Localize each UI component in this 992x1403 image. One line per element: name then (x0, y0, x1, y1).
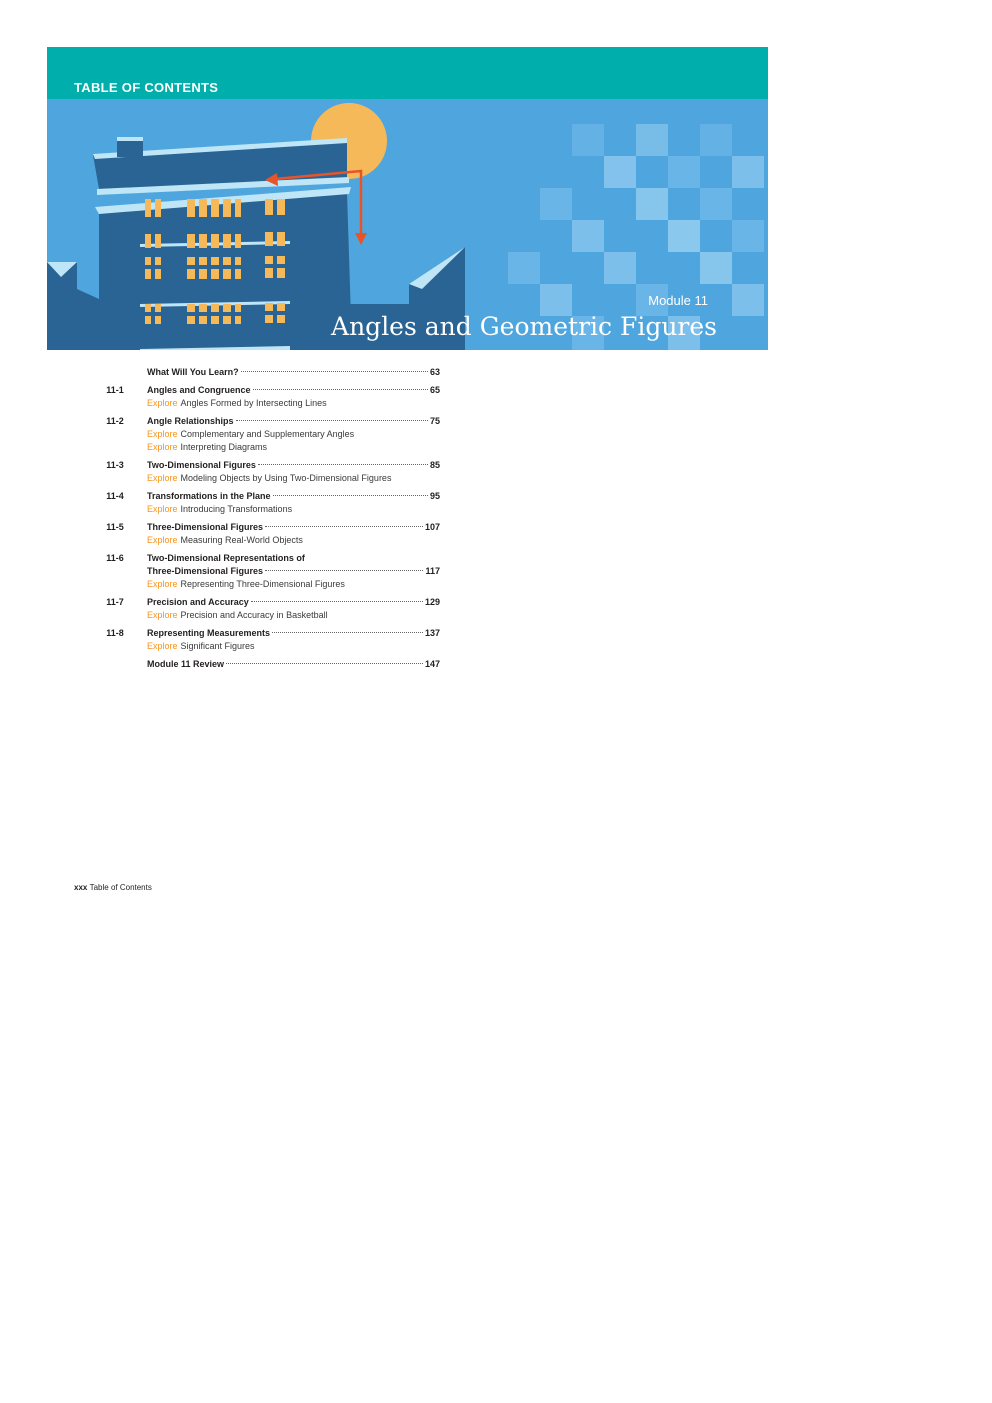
dot-leader (272, 632, 423, 633)
explore-title: Precision and Accuracy in Basketball (180, 610, 328, 620)
left-building (47, 262, 99, 350)
lesson-number: 11-1 (106, 385, 124, 395)
explore-item (147, 503, 440, 516)
lesson-page: 117 (425, 566, 440, 576)
lesson-number: 11-2 (106, 416, 124, 426)
footer-text: Table of Contents (89, 883, 152, 892)
toc-entry-intro[interactable] (100, 366, 440, 379)
lesson-number: 11-6 (106, 553, 124, 563)
module-number: Module 11 (648, 293, 708, 308)
page-number: xxx (74, 883, 88, 892)
lesson-page: 85 (429, 460, 440, 470)
lesson-title: Angles and Congruence (147, 385, 251, 395)
dot-leader (265, 570, 423, 571)
explore-item (147, 397, 440, 410)
module-title: Angles and Geometric Figures (331, 312, 717, 341)
explore-item (147, 534, 440, 547)
explore-title: Complementary and Supplementary Angles (180, 429, 355, 439)
dot-leader (241, 371, 428, 372)
toc-entry-11-1[interactable] (100, 384, 440, 410)
explore-word: Explore (147, 442, 178, 452)
lesson-page: 95 (429, 491, 440, 501)
lesson-number: 11-3 (106, 460, 124, 470)
explore-word: Explore (147, 535, 178, 545)
explore-word: Explore (147, 504, 178, 514)
explore-item (147, 441, 440, 454)
explore-title: Measuring Real-World Objects (180, 535, 303, 545)
entry-page: 147 (424, 659, 440, 669)
explore-word: Explore (147, 610, 178, 620)
dot-leader (251, 601, 423, 602)
dot-leader (258, 464, 428, 465)
explore-item (147, 578, 440, 591)
module-banner (47, 47, 768, 350)
lesson-title-line1: Two-Dimensional Representations of (147, 553, 305, 563)
explore-item (147, 609, 440, 622)
toc-entry-11-3[interactable] (100, 459, 440, 485)
explore-item (147, 472, 440, 485)
explore-title: Modeling Objects by Using Two-Dimensional Figures (180, 473, 392, 483)
toc-entry-11-4[interactable] (100, 490, 440, 516)
lesson-title: Three-Dimensional Figures (147, 522, 264, 532)
lesson-page: 65 (429, 385, 440, 395)
lesson-title: Three-Dimensional Figures (147, 566, 264, 576)
dot-leader (253, 389, 428, 390)
dot-leader (273, 495, 428, 496)
toc-entry-review[interactable] (100, 658, 440, 671)
table-of-contents (100, 366, 440, 676)
explore-title: Introducing Transformations (180, 504, 293, 514)
lesson-number: 11-7 (106, 597, 124, 607)
dot-leader (265, 526, 423, 527)
explore-item (147, 640, 440, 653)
lesson-page: 75 (429, 416, 440, 426)
dot-leader (226, 663, 423, 664)
explore-word: Explore (147, 641, 178, 651)
toc-entry-11-2[interactable] (100, 415, 440, 454)
entry-title: What Will You Learn? (147, 367, 239, 377)
lesson-title: Angle Relationships (147, 416, 234, 426)
entry-title: Module 11 Review (147, 659, 225, 669)
explore-title: Significant Figures (180, 641, 255, 651)
lesson-title: Transformations in the Plane (147, 491, 271, 501)
explore-item (147, 428, 440, 441)
lesson-page: 129 (424, 597, 440, 607)
explore-word: Explore (147, 579, 178, 589)
lesson-title: Representing Measurements (147, 628, 271, 638)
toc-entry-11-8[interactable] (100, 627, 440, 653)
explore-title: Angles Formed by Intersecting Lines (180, 398, 327, 408)
dot-leader (236, 420, 428, 421)
page-footer (74, 883, 152, 892)
toc-entry-11-6[interactable] (100, 552, 440, 591)
explore-title: Representing Three-Dimensional Figures (180, 579, 345, 589)
lesson-number: 11-8 (106, 628, 124, 638)
explore-word: Explore (147, 473, 178, 483)
section-label: TABLE OF CONTENTS (74, 80, 219, 95)
lesson-title: Precision and Accuracy (147, 597, 249, 607)
lesson-page: 137 (424, 628, 440, 638)
entry-page: 63 (429, 367, 440, 377)
toc-entry-11-5[interactable] (100, 521, 440, 547)
explore-word: Explore (147, 429, 178, 439)
header-bar (47, 47, 768, 99)
lesson-number: 11-5 (106, 522, 124, 532)
toc-entry-11-7[interactable] (100, 596, 440, 622)
explore-title: Interpreting Diagrams (180, 442, 268, 452)
lesson-number: 11-4 (106, 491, 124, 501)
explore-word: Explore (147, 398, 178, 408)
lesson-title: Two-Dimensional Figures (147, 460, 256, 470)
lesson-page: 107 (424, 522, 440, 532)
